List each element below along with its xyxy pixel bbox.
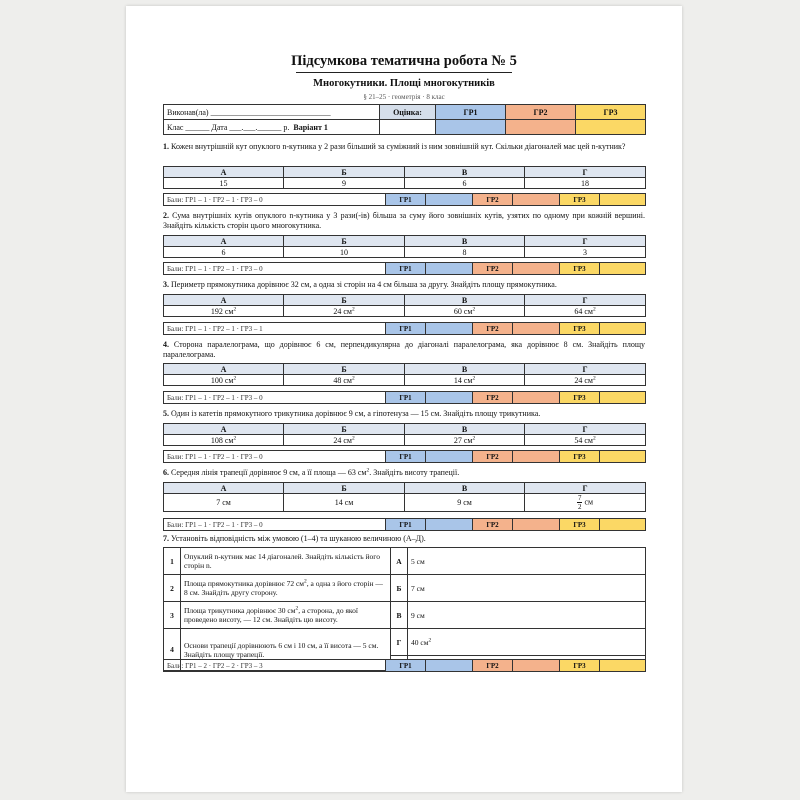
gr2-label: ГР2: [473, 323, 513, 335]
condition-2: Площа прямокутника дорівнює 72 $см^2$, а одна з його сторін — 8 см. Знайдіть другу сторону.: [181, 575, 391, 602]
student-header-table: [163, 104, 646, 135]
answer-unit: см: [584, 497, 594, 507]
answer-option-g[interactable]: 24 $см^2$: [525, 375, 646, 386]
gr3-label: ГР3: [560, 323, 600, 335]
question-number: 5.: [163, 409, 169, 418]
option-letter-a: А: [391, 548, 408, 575]
gr3-points-cell[interactable]: [600, 263, 646, 275]
answer-option-g[interactable]: [525, 494, 646, 512]
title-underline: [296, 72, 512, 73]
gr3-label: ГР3: [560, 263, 600, 275]
question-5-text: [163, 409, 645, 419]
gr2-score-cell[interactable]: [506, 120, 576, 135]
answer-letter: А: [164, 295, 284, 306]
gr1-points-cell[interactable]: [426, 194, 473, 206]
points-row-q1: [163, 193, 646, 206]
answer-option-v[interactable]: 9 см: [405, 494, 525, 512]
answer-table-q5: [163, 423, 646, 446]
question-6-body: Середня лінія трапеції дорівнює 9 см, а її площа — 63 $см^2$. Знайдіть висоту трапеції.: [171, 467, 460, 477]
gr3-label: ГР3: [560, 519, 600, 531]
answer-table-q6: [163, 482, 646, 512]
answer-letter: Г: [525, 364, 646, 375]
gr2-points-cell[interactable]: [513, 323, 560, 335]
condition-4: Основи трапеції дорівнюють 6 см і 10 см, а її висота — 5 см. Знайдіть площу трапеції.: [181, 629, 391, 671]
option-v[interactable]: 9 см: [408, 602, 646, 629]
condition-number-3: 3: [164, 602, 181, 629]
gr2-label: ГР2: [473, 263, 513, 275]
question-number: 7.: [163, 534, 169, 543]
option-g[interactable]: 40 $см^2$: [408, 629, 646, 656]
question-4-body: Сторона паралелограма, що дорівнює 6 см, перпендикулярна до діагоналі паралелограма, яка дорівнює 8 см. Знайдіть площу паралелограма.: [163, 340, 646, 359]
answer-option-b[interactable]: 24 $см^2$: [284, 306, 405, 317]
question-6-text: [163, 468, 645, 478]
answer-option-b[interactable]: 14 см: [284, 494, 405, 512]
header-gr3: ГР3: [576, 105, 646, 120]
answer-letter: Б: [284, 364, 405, 375]
condition-number-1: 1: [164, 548, 181, 575]
points-row-q3: [163, 322, 646, 335]
gr3-points-cell[interactable]: [600, 451, 646, 463]
gr2-points-cell[interactable]: [513, 392, 560, 404]
condition-1: Опуклий n-кутник має 14 діагоналей. Знайдіть кількість його сторін n.: [181, 548, 391, 575]
gr3-points-cell[interactable]: [600, 323, 646, 335]
gr3-score-cell[interactable]: [576, 120, 646, 135]
answer-option-b[interactable]: 24 $см^2$: [284, 435, 405, 446]
answer-table-q4: [163, 363, 646, 386]
answer-table-q3: [163, 294, 646, 317]
gr1-label: ГР1: [386, 660, 426, 672]
matching-table: [163, 547, 646, 671]
points-text: Бали: ГР1 – 2 · ГР2 – 2 · ГР3 – 3: [164, 660, 386, 672]
answer-letter: А: [164, 236, 284, 247]
answer-letter: Б: [284, 424, 405, 435]
gr1-label: ГР1: [386, 451, 426, 463]
answer-option-v[interactable]: 14 $см^2$: [405, 375, 525, 386]
gr2-label: ГР2: [473, 194, 513, 206]
class-date-field[interactable]: [164, 120, 380, 135]
gr1-points-cell[interactable]: [426, 263, 473, 275]
answer-letter: Г: [525, 295, 646, 306]
option-letter-b: Б: [391, 575, 408, 602]
option-letter-g: Г: [391, 629, 408, 656]
points-row-q5: [163, 450, 646, 463]
class-date-label: Клас ______ Дата ___.___.______ р.: [167, 122, 290, 132]
gr3-points-cell[interactable]: [600, 194, 646, 206]
gr1-label: ГР1: [386, 194, 426, 206]
gr1-points-cell[interactable]: [426, 660, 473, 672]
answer-letter: Б: [284, 295, 405, 306]
answer-option-v[interactable]: 6: [405, 178, 525, 189]
answer-option-a[interactable]: 7 см: [164, 494, 284, 512]
gr3-label: ГР3: [560, 392, 600, 404]
gr2-label: ГР2: [473, 451, 513, 463]
gr3-label: ГР3: [560, 451, 600, 463]
answer-option-g[interactable]: 64 $см^2$: [525, 306, 646, 317]
option-b[interactable]: 7 см: [408, 575, 646, 602]
gr1-points-cell[interactable]: [426, 519, 473, 531]
points-text: Бали: ГР1 – 1 · ГР2 – 1 · ГР3 – 0: [164, 519, 386, 531]
answer-letter: А: [164, 424, 284, 435]
question-3-body: Периметр прямокутника дорівнює 32 см, а одна зі сторін на 4 см більша за другу. Знайдіть площу прямокутника.: [171, 280, 557, 289]
question-number: 2.: [163, 211, 169, 220]
answer-option-b[interactable]: 48 $см^2$: [284, 375, 405, 386]
question-4-text: [163, 340, 645, 360]
fraction-denominator: 2: [577, 503, 582, 511]
page-title: Підсумкова тематична робота № 5: [291, 53, 517, 69]
answer-letter: В: [405, 364, 525, 375]
page-subtitle: Многокутники. Площі многокутників: [313, 78, 495, 89]
answer-option-v[interactable]: 8: [405, 247, 525, 258]
gr1-points-cell[interactable]: [426, 392, 473, 404]
gr1-points-cell[interactable]: [426, 323, 473, 335]
gr2-points-cell[interactable]: [513, 519, 560, 531]
answer-option-a[interactable]: 192 $см^2$: [164, 306, 284, 317]
header-gr1: ГР1: [436, 105, 506, 120]
answer-letter: Б: [284, 236, 405, 247]
answer-option-g[interactable]: 54 $см^2$: [525, 435, 646, 446]
question-number: 4.: [163, 340, 169, 349]
gr2-points-cell[interactable]: [513, 263, 560, 275]
gr3-label: ГР3: [560, 660, 600, 672]
question-2-text: [163, 211, 645, 231]
answer-option-a[interactable]: 6: [164, 247, 284, 258]
grade-value-cell[interactable]: [380, 120, 436, 135]
option-letter-v: В: [391, 602, 408, 629]
worksheet-page: [126, 6, 682, 792]
gr3-label: ГР3: [560, 194, 600, 206]
gr1-label: ГР1: [386, 323, 426, 335]
question-1-body: Кожен внутрішній кут опуклого n-кутника у 2 рази більший за суміжний із ним зовнішній кут. Скільки діагоналей має цей n-кутник?: [171, 142, 626, 151]
question-7-text: [163, 534, 645, 544]
fraction-numerator: 7: [577, 494, 582, 502]
answer-letter: В: [405, 236, 525, 247]
gr3-points-cell[interactable]: [600, 660, 646, 672]
gr1-label: ГР1: [386, 263, 426, 275]
answer-table-q1: [163, 166, 646, 189]
fraction: [577, 494, 583, 511]
answer-letter: В: [405, 424, 525, 435]
answer-letter: А: [164, 483, 284, 494]
question-1-text: [163, 142, 645, 152]
answer-letter: Г: [525, 483, 646, 494]
student-name-field[interactable]: Виконав(ла) ______________________________: [164, 105, 380, 120]
answer-letter: Г: [525, 424, 646, 435]
answer-option-v[interactable]: 60 $см^2$: [405, 306, 525, 317]
answer-option-g[interactable]: 18: [525, 178, 646, 189]
points-text: Бали: ГР1 – 1 · ГР2 – 1 · ГР3 – 0: [164, 263, 386, 275]
gr1-points-cell[interactable]: [426, 451, 473, 463]
points-row-q4: [163, 391, 646, 404]
gr2-label: ГР2: [473, 519, 513, 531]
condition-3: Площа трикутника дорівнює 30 $см^2$, а сторона, до якої проведено висоту, — 12 см. Знайдіть цю висоту.: [181, 602, 391, 629]
answer-letter: Б: [284, 167, 405, 178]
gr1-label: ГР1: [386, 392, 426, 404]
answer-letter: В: [405, 167, 525, 178]
points-text: Бали: ГР1 – 1 · ГР2 – 1 · ГР3 – 0: [164, 451, 386, 463]
gr1-label: ГР1: [386, 519, 426, 531]
gr3-points-cell[interactable]: [600, 519, 646, 531]
question-number: 1.: [163, 142, 169, 151]
question-7-body: Установіть відповідність між умовою (1–4) та шуканою величиною (А–Д).: [171, 534, 426, 543]
points-row-q7: [163, 659, 646, 672]
answer-letter: В: [405, 295, 525, 306]
answer-option-g[interactable]: 3: [525, 247, 646, 258]
answer-letter: Б: [284, 483, 405, 494]
gr1-score-cell[interactable]: [436, 120, 506, 135]
gr2-label: ГР2: [473, 660, 513, 672]
answer-option-b[interactable]: 10: [284, 247, 405, 258]
answer-option-a[interactable]: 108 $см^2$: [164, 435, 284, 446]
gr2-points-cell[interactable]: [513, 451, 560, 463]
points-text: Бали: ГР1 – 1 · ГР2 – 1 · ГР3 – 1: [164, 323, 386, 335]
answer-letter: А: [164, 364, 284, 375]
points-row-q2: [163, 262, 646, 275]
gr3-points-cell[interactable]: [600, 392, 646, 404]
condition-number-4: 4: [164, 629, 181, 671]
header-gr2: ГР2: [506, 105, 576, 120]
answer-option-a[interactable]: 100 $см^2$: [164, 375, 284, 386]
answer-option-a[interactable]: 15: [164, 178, 284, 189]
option-a[interactable]: 5 см: [408, 548, 646, 575]
answer-table-q2: [163, 235, 646, 258]
question-number: 3.: [163, 280, 169, 289]
section-meta: § 21–25 · геометрія · 8 клас: [363, 93, 445, 101]
points-row-q6: [163, 518, 646, 531]
gr2-label: ГР2: [473, 392, 513, 404]
answer-option-v[interactable]: 27 $см^2$: [405, 435, 525, 446]
grade-label: Оцінка:: [380, 105, 436, 120]
answer-letter: Г: [525, 167, 646, 178]
question-5-body: Один із катетів прямокутного трикутника дорівнює 9 см, а гіпотенуза — 15 см. Знайдіть площу трикутника.: [171, 409, 541, 418]
points-text: Бали: ГР1 – 1 · ГР2 – 1 · ГР3 – 0: [164, 194, 386, 206]
answer-letter: В: [405, 483, 525, 494]
variant-label: Варіант 1: [293, 122, 328, 132]
question-3-text: [163, 280, 645, 290]
answer-option-b[interactable]: 9: [284, 178, 405, 189]
answer-letter: Г: [525, 236, 646, 247]
points-text: Бали: ГР1 – 1 · ГР2 – 1 · ГР3 – 0: [164, 392, 386, 404]
gr2-points-cell[interactable]: [513, 194, 560, 206]
gr2-points-cell[interactable]: [513, 660, 560, 672]
question-number: 6.: [163, 468, 169, 477]
answer-letter: А: [164, 167, 284, 178]
question-2-body: Сума внутрішніх кутів опуклого n-кутника у 3 рази(-ів) більша за суму його зовнішніх кутів, узятих по одному при кожній вершині. Знайдіть кількість сторін цього многокутника.: [163, 211, 645, 230]
condition-number-2: 2: [164, 575, 181, 602]
